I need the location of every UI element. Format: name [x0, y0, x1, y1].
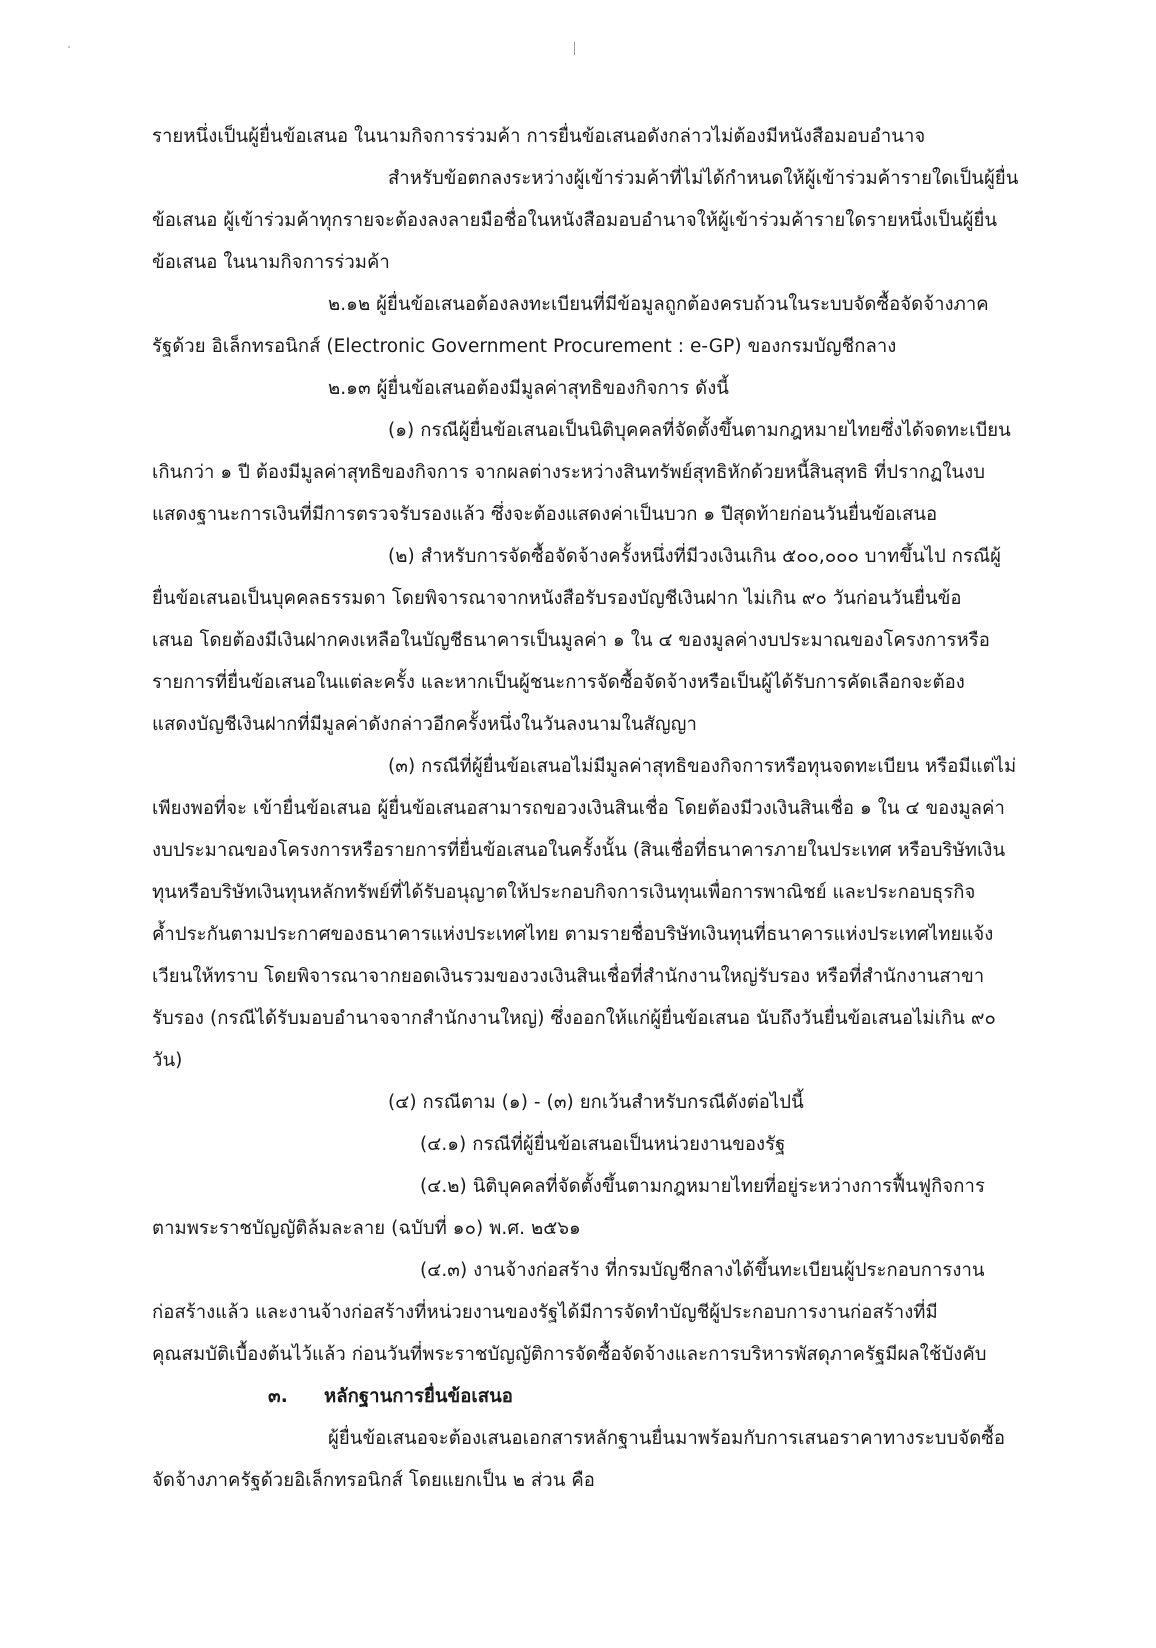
- text-line: แสดงบัญชีเงินฝากที่มีมูลค่าดังกล่าวอีกครั้งหนึ่งในวันลงนามในสัญญา: [152, 714, 697, 735]
- text-line: รัฐด้วย อิเล็กทรอนิกส์ (Electronic Government Procurement : e-GP) ของกรมบัญชีกลาง: [152, 336, 897, 357]
- text-line: ข้อเสนอ ในนามกิจการร่วมค้า: [152, 252, 390, 273]
- text-line: (๑) กรณีผู้ยื่นข้อเสนอเป็นนิติบุคคลที่จัดตั้งขึ้นตามกฎหมายไทยซึ่งได้จดทะเบียน: [388, 420, 1011, 441]
- text-line: (๔.๑) กรณีที่ผู้ยื่นข้อเสนอเป็นหน่วยงานของรัฐ: [420, 1134, 786, 1155]
- text-line: วัน): [152, 1050, 183, 1071]
- text-line: (๒) สำหรับการจัดซื้อจัดจ้างครั้งหนึ่งที่มีวงเงินเกิน ๕๐๐,๐๐๐ บาทขึ้นไป กรณีผู้: [388, 546, 1002, 567]
- text-line: สำหรับข้อตกลงระหว่างผู้เข้าร่วมค้าที่ไม่ได้กำหนดให้ผู้เข้าร่วมค้ารายใดเป็นผู้ยื่น: [388, 168, 1019, 189]
- text-line: ๒.๑๒ ผู้ยื่นข้อเสนอต้องลงทะเบียนที่มีข้อมูลถูกต้องครบถ้วนในระบบจัดซื้อจัดจ้างภาค: [328, 294, 989, 315]
- text-line: (๓) กรณีที่ผู้ยื่นข้อเสนอไม่มีมูลค่าสุทธิของกิจการหรือทุนจดทะเบียน หรือมีแต่ไม่: [388, 756, 1017, 777]
- section-number: ๓.: [268, 1386, 288, 1407]
- text-line: รับรอง (กรณีได้รับมอบอำนาจจากสำนักงานใหญ่) ซึ่งออกให้แก่ผู้ยื่นข้อเสนอ นับถึงวันยื่นข้อเสนอไม่เกิน ๙๐: [152, 1008, 996, 1029]
- text-line: ผู้ยื่นข้อเสนอจะต้องเสนอเอกสารหลักฐานยื่นมาพร้อมกับการเสนอราคาทางระบบจัดซื้อ: [328, 1428, 1006, 1449]
- text-line: ตามพระราชบัญญัติล้มละลาย (ฉบับที่ ๑๐) พ.ศ. ๒๕๖๑: [152, 1218, 581, 1239]
- text-line: เกินกว่า ๑ ปี ต้องมีมูลค่าสุทธิของกิจการ จากผลต่างระหว่างสินทรัพย์สุทธิหักด้วยหนี้สินสุทธิ ที่ปรากฏในงบ: [152, 462, 986, 483]
- text-line: ทุนหรือบริษัทเงินทุนหลักทรัพย์ที่ได้รับอนุญาตให้ประกอบกิจการเงินทุนเพื่อการพาณิชย์ และประกอบธุรกิจ: [152, 882, 976, 903]
- text-line: เสนอ โดยต้องมีเงินฝากคงเหลือในบัญชีธนาคารเป็นมูลค่า ๑ ใน ๔ ของมูลค่างบประมาณของโครงการหรือ: [152, 630, 990, 651]
- text-line: (๔.๒) นิติบุคคลที่จัดตั้งขึ้นตามกฎหมายไทยที่อยู่ระหว่างการฟื้นฟูกิจการ: [420, 1176, 985, 1197]
- text-line: จัดจ้างภาครัฐด้วยอิเล็กทรอนิกส์ โดยแยกเป็น ๒ ส่วน คือ: [152, 1470, 595, 1491]
- page-speck: [68, 46, 70, 48]
- section-title: หลักฐานการยื่นข้อเสนอ: [324, 1386, 513, 1407]
- text-line: แสดงฐานะการเงินที่มีการตรวจรับรองแล้ว ซึ่งจะต้องแสดงค่าเป็นบวก ๑ ปีสุดท้ายก่อนวันยื่นข้อเสนอ: [152, 504, 938, 525]
- text-line: (๔.๓) งานจ้างก่อสร้าง ที่กรมบัญชีกลางได้ขึ้นทะเบียนผู้ประกอบการงาน: [420, 1260, 985, 1281]
- text-line: ยื่นข้อเสนอเป็นบุคคลธรรมดา โดยพิจารณาจากหนังสือรับรองบัญชีเงินฝาก ไม่เกิน ๙๐ วันก่อนวันยื่นข้อ: [152, 588, 962, 609]
- text-line: เพียงพอที่จะ เข้ายื่นข้อเสนอ ผู้ยื่นข้อเสนอสามารถขอวงเงินสินเชื่อ โดยต้องมีวงเงินสินเชื่อ ๑ ใน ๔ ของมูลค่า: [152, 798, 1005, 819]
- text-line: คุณสมบัติเบื้องต้นไว้แล้ว ก่อนวันที่พระราชบัญญัติการจัดซื้อจัดจ้างและการบริหารพัสดุภาครัฐมีผลใช้บังคับ: [152, 1344, 987, 1365]
- text-line: (๔) กรณีตาม (๑) - (๓) ยกเว้นสำหรับกรณีดังต่อไปนี้: [388, 1092, 804, 1113]
- text-line: ข้อเสนอ ผู้เข้าร่วมค้าทุกรายจะต้องลงลายมือชื่อในหนังสือมอบอำนาจให้ผู้เข้าร่วมค้ารายใดรายหนึ่งเป็นผู้ยื่น: [152, 210, 998, 231]
- text-line: ค้ำประกันตามประกาศของธนาคารแห่งประเทศไทย ตามรายชื่อบริษัทเงินทุนที่ธนาคารแห่งประเทศไทยแจ้ง: [152, 924, 994, 945]
- page-mark: [574, 42, 575, 55]
- text-line: งบประมาณของโครงการหรือรายการที่ยื่นข้อเสนอในครั้งนั้น (สินเชื่อที่ธนาคารภายในประเทศ หรือบริษัทเงิน: [152, 840, 1006, 861]
- text-line: ก่อสร้างแล้ว และงานจ้างก่อสร้างที่หน่วยงานของรัฐได้มีการจัดทำบัญชีผู้ประกอบการงานก่อสร้างที่มี: [152, 1302, 938, 1323]
- text-line: รายหนึ่งเป็นผู้ยื่นข้อเสนอ ในนามกิจการร่วมค้า การยื่นข้อเสนอดังกล่าวไม่ต้องมีหนังสือมอบอำนาจ: [152, 126, 926, 147]
- text-line: เวียนให้ทราบ โดยพิจารณาจากยอดเงินรวมของวงเงินสินเชื่อที่สำนักงานใหญ่รับรอง หรือที่สำนักงานสาขา: [152, 966, 985, 987]
- text-line: รายการที่ยื่นข้อเสนอในแต่ละครั้ง และหากเป็นผู้ชนะการจัดซื้อจัดจ้างหรือเป็นผู้ได้รับการคัดเลือกจะต้อง: [152, 672, 965, 693]
- text-line: ๒.๑๓ ผู้ยื่นข้อเสนอต้องมีมูลค่าสุทธิของกิจการ ดังนี้: [328, 378, 730, 399]
